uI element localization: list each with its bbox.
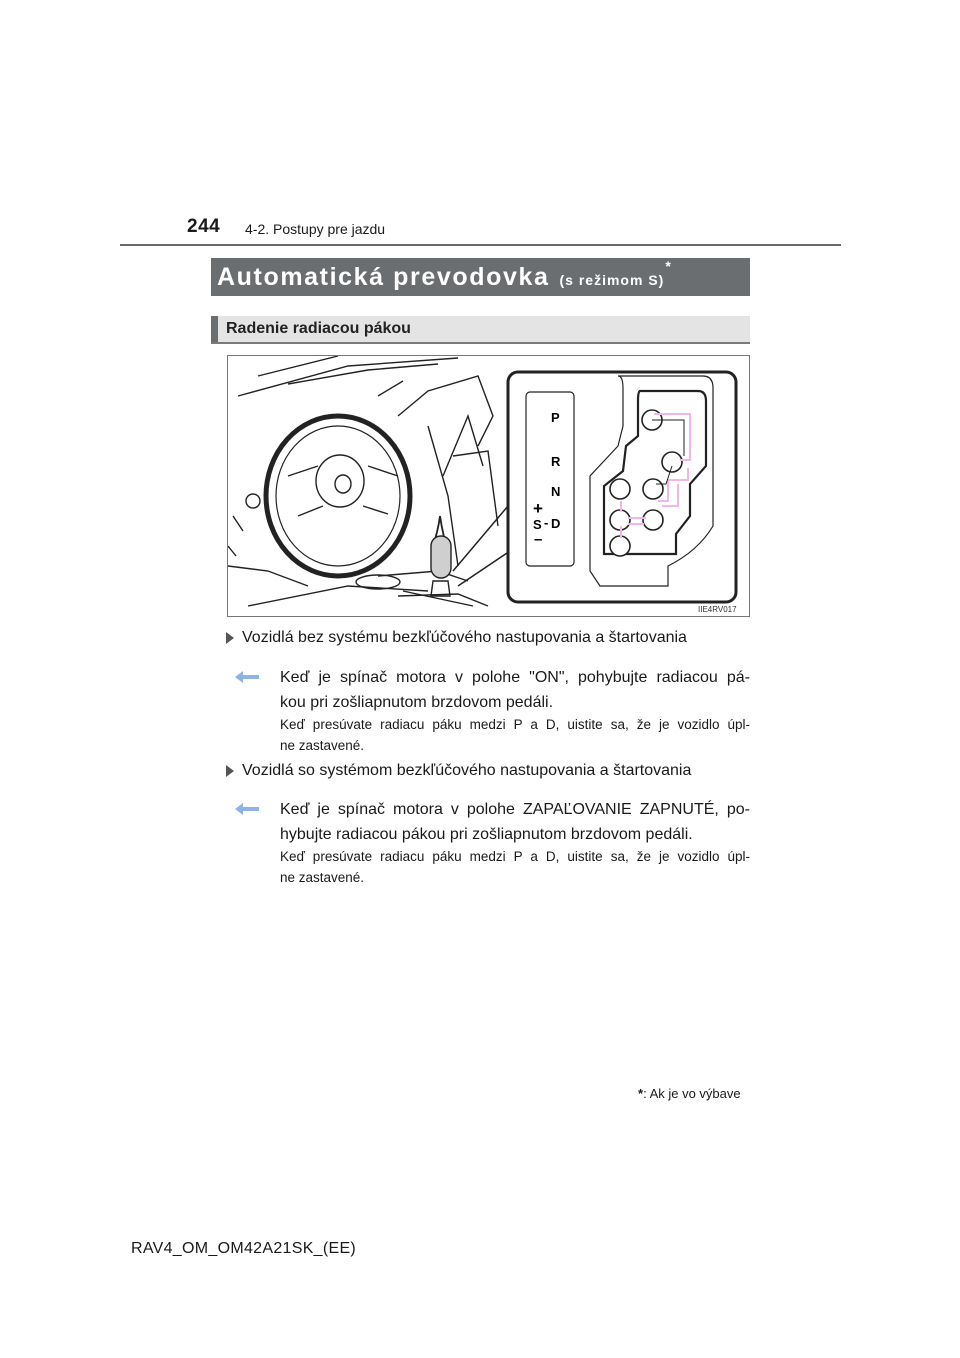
note-line: ne zastavené.	[280, 738, 365, 753]
gate-label-dash: -	[544, 515, 549, 530]
condition-heading-text: Vozidlá so systémom bezkľúčového nastupovania a štartovania	[242, 762, 692, 779]
illustration-svg	[228, 356, 749, 616]
title-subtitle: (s režimom S)	[559, 272, 665, 288]
subsection-heading	[211, 316, 750, 344]
note-line: Keď presúvate radiacu páku medzi P a D, uistite sa, že je vozidlo úpl-	[280, 849, 750, 864]
header-rule	[120, 244, 841, 246]
cabin-drawing	[228, 356, 498, 606]
footnote	[638, 1086, 741, 1101]
gate-label-p: P	[551, 410, 560, 425]
illustration-code: IIE4RV017	[698, 605, 737, 614]
gate-label-n: N	[551, 484, 561, 499]
page-number: 244	[187, 216, 221, 237]
bullet-triangle-icon	[226, 765, 234, 777]
note-text-2	[280, 846, 750, 888]
condition-heading-2	[226, 762, 691, 780]
gate-position-d	[643, 510, 663, 530]
step-line: kou pri zošliapnutom brzdovom pedáli.	[280, 694, 554, 711]
gate-position-s-upper	[610, 479, 630, 499]
step-line: Keď je spínač motora v polohe ZAPAĽOVANIE ZAPNUTÉ, po-	[280, 801, 750, 818]
subsection-accent	[211, 316, 218, 342]
steering-wheel-rim	[266, 416, 410, 576]
gate-position-minus	[610, 536, 630, 556]
gate-label-s: S	[533, 517, 542, 532]
title-main: Automatická prevodovka	[217, 262, 550, 291]
callout-lines	[453, 506, 510, 586]
section-breadcrumb: 4-2. Postupy pre jazdu	[245, 221, 386, 237]
note-line: Keď presúvate radiacu páku medzi P a D, uistite sa, že je vozidlo úpl-	[280, 717, 750, 732]
footnote-text: : Ak je vo výbave	[643, 1086, 741, 1101]
subsection-label: Radenie radiacou pákou	[226, 320, 411, 337]
gate-label-plus: +	[533, 499, 543, 518]
gate-position-r	[662, 452, 682, 472]
gate-label-minus: –	[534, 531, 543, 548]
gate-label-r: R	[551, 454, 561, 469]
shift-lever-illustration	[227, 355, 750, 617]
step-line: Keď je spínač motora v polohe "ON", pohybujte radiacou pá-	[280, 669, 750, 686]
gate-label-d: D	[551, 516, 561, 531]
gate-position-n-left	[643, 479, 663, 499]
condition-heading-1	[226, 629, 687, 647]
step-text-1	[280, 665, 750, 715]
step-arrow-icon	[235, 671, 259, 683]
page-title	[211, 258, 750, 296]
note-line: ne zastavené.	[280, 870, 365, 885]
title-asterisk: *	[665, 258, 671, 274]
note-text-1	[280, 714, 750, 756]
document-id: RAV4_OM_OM42A21SK_(EE)	[131, 1240, 357, 1257]
bullet-triangle-icon	[226, 632, 234, 644]
condition-heading-text: Vozidlá bez systému bezkľúčového nastupovania a štartovania	[242, 629, 687, 646]
step-line: hybujte radiacou pákou pri zošliapnutom brzdovom pedáli.	[280, 826, 693, 843]
steering-wheel-hub	[316, 455, 364, 507]
step-text-2	[280, 797, 750, 847]
footnote-asterisk: *	[638, 1086, 644, 1101]
step-arrow-icon	[235, 803, 259, 815]
